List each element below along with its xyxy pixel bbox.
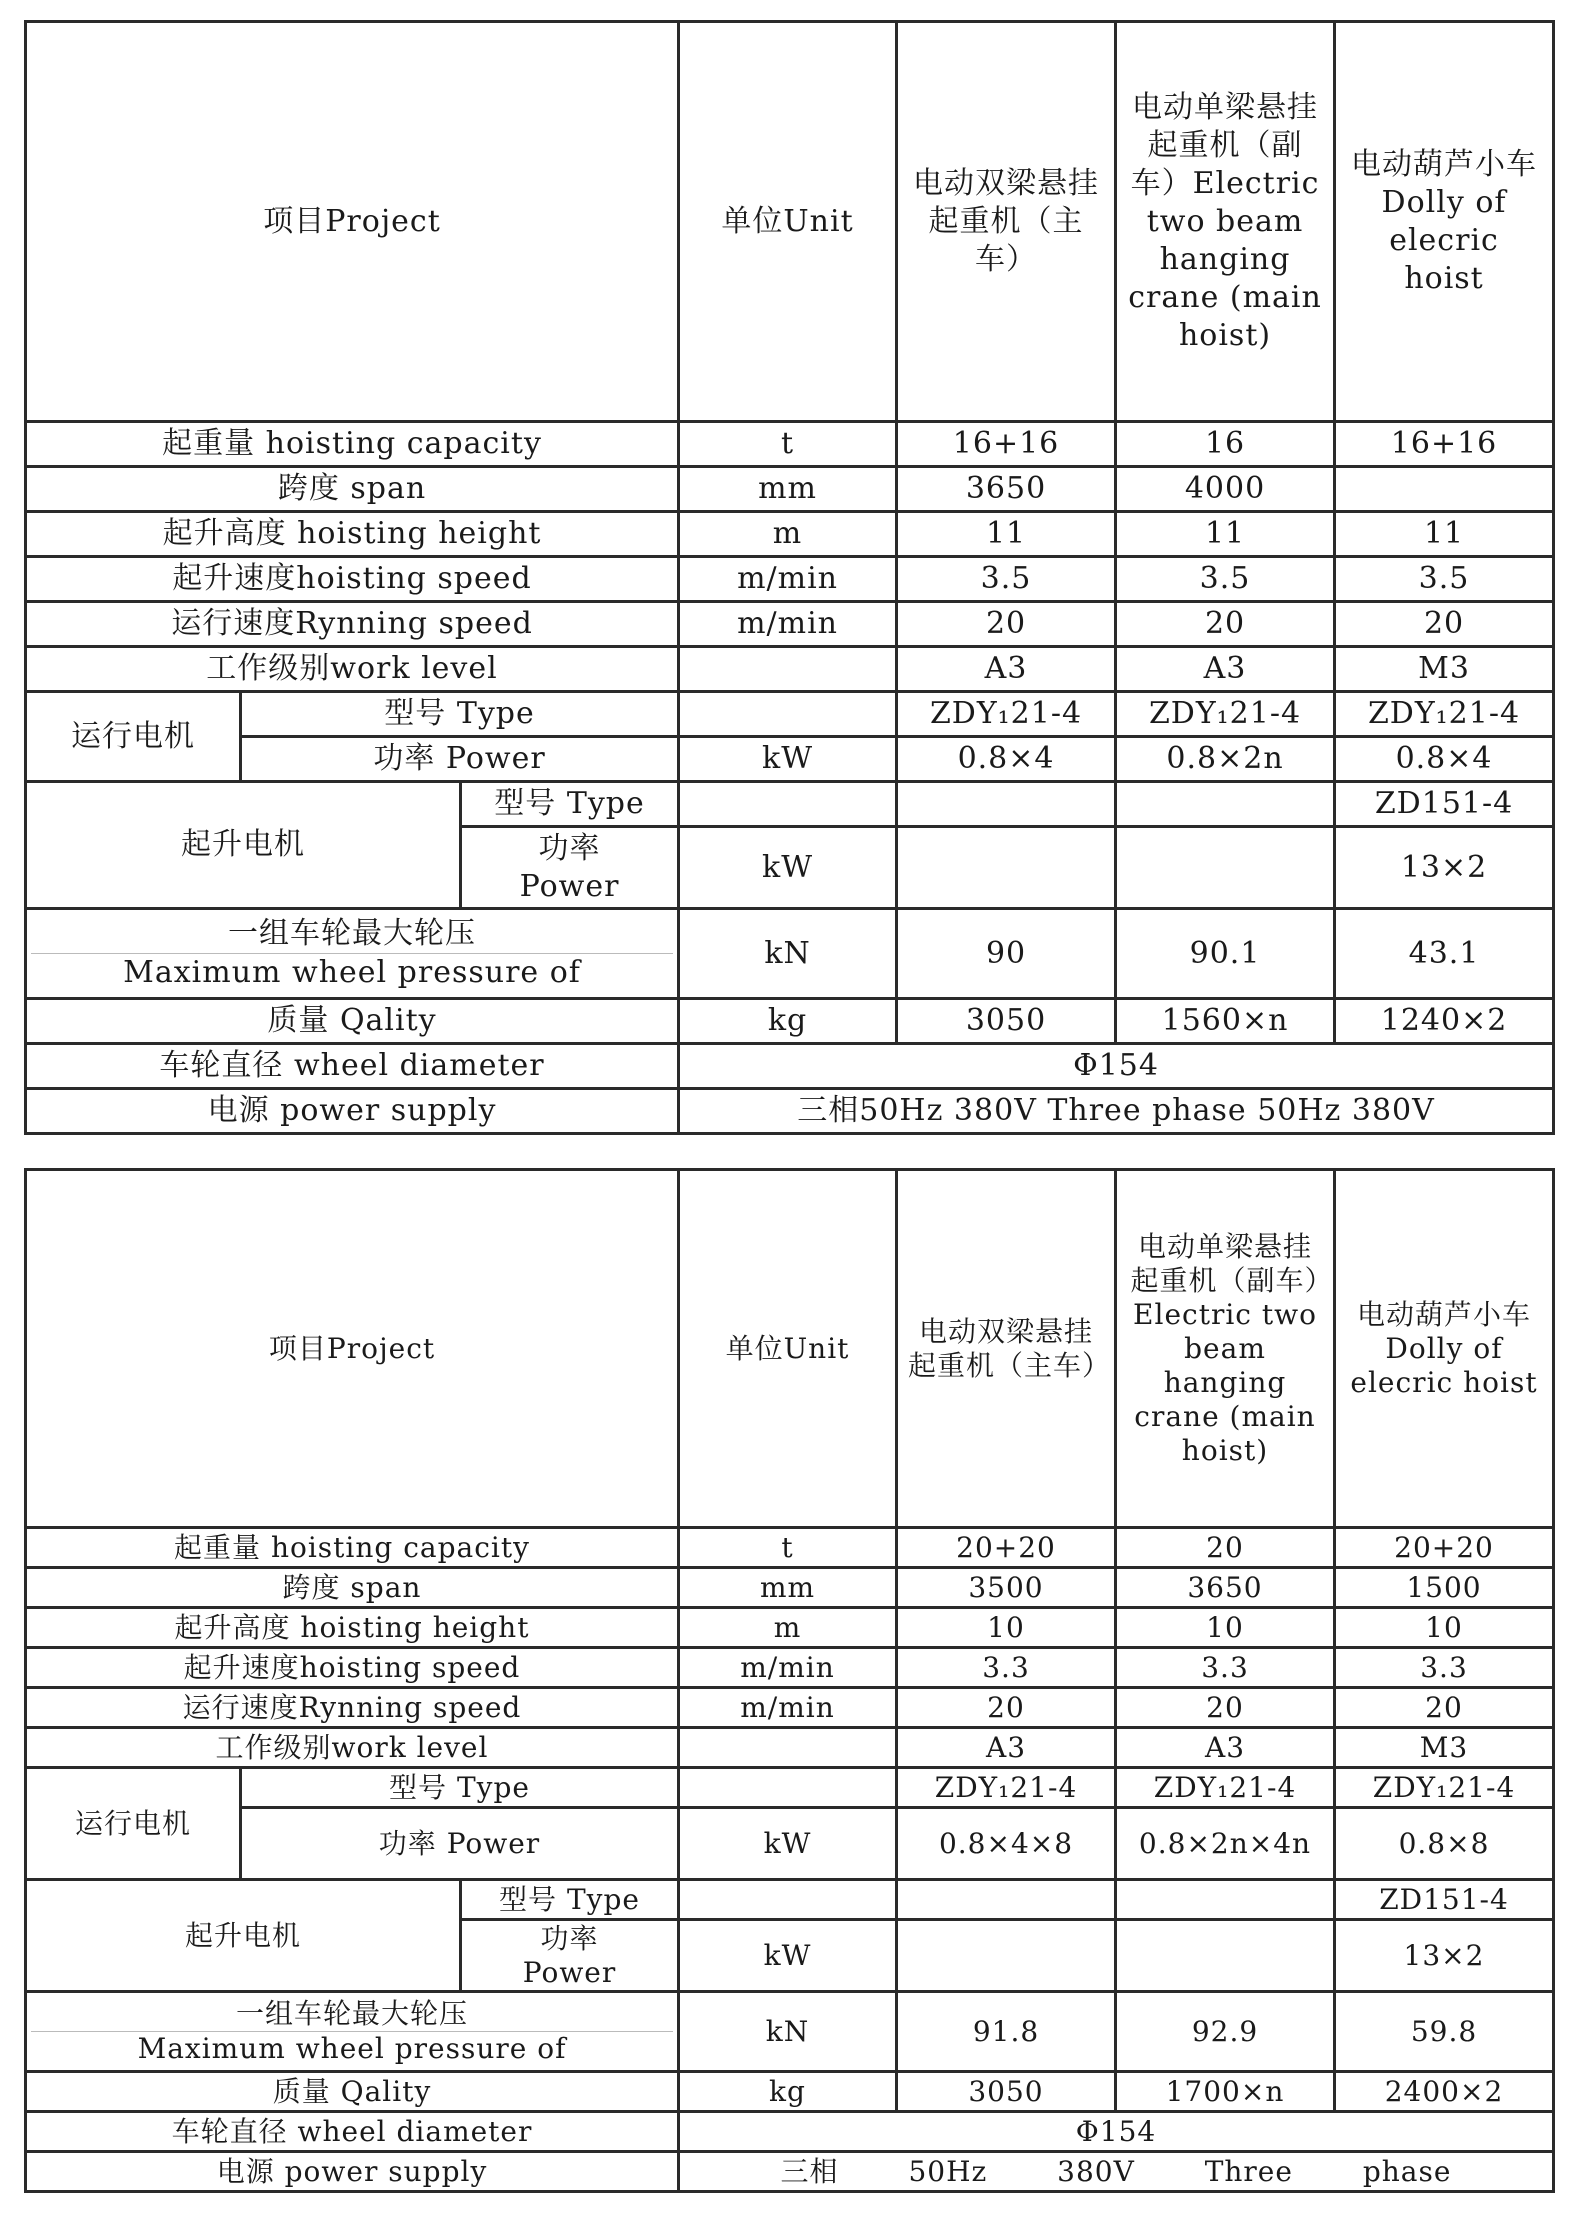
row-unit: m (679, 1608, 897, 1648)
cell-value: 1500 (1335, 1568, 1554, 1608)
row-hoist-motor-type (26, 782, 1554, 827)
row-unit: kW (679, 1920, 897, 1992)
cell-value: ZDY₁21-4 (897, 692, 1116, 737)
header-col-sub-crane: 电动单梁悬挂起重机（副车）Electric two beam hanging crane (main hoist) (1116, 1170, 1335, 1528)
row-label: 起重量 hoisting capacity (26, 422, 679, 467)
row-hoist-motor-type (26, 1880, 1554, 1920)
cell-value: 16+16 (1335, 422, 1554, 467)
cell-value: 20 (897, 1688, 1116, 1728)
cell-value: M3 (1335, 647, 1554, 692)
row-unit: kg (679, 999, 897, 1044)
cell-value: 90 (897, 909, 1116, 999)
cell-value: 3.3 (897, 1648, 1116, 1688)
row-wheel-pressure (26, 909, 1554, 999)
row-unit: t (679, 422, 897, 467)
run-motor-label: 运行电机 (26, 1768, 241, 1880)
row-label: 起升高度 hoisting height (26, 512, 679, 557)
row-unit: m/min (679, 1688, 897, 1728)
row-label: 功率 Power (461, 827, 679, 909)
cell-value: 3650 (897, 467, 1116, 512)
cell-value (897, 1920, 1116, 1992)
row-hoist-speed (26, 557, 1554, 602)
row-run-motor-type (26, 692, 1554, 737)
row-label: 跨度 span (26, 467, 679, 512)
row-hoist-speed (26, 1648, 1554, 1688)
row-capacity (26, 1528, 1554, 1568)
cell-value: 2400×2 (1335, 2072, 1554, 2112)
row-unit: m (679, 512, 897, 557)
row-label: 运行速度Rynning speed (26, 1688, 679, 1728)
cell-value: 11 (1335, 512, 1554, 557)
row-run-motor-type (26, 1768, 1554, 1808)
cell-value: 20 (1116, 1528, 1335, 1568)
row-unit: mm (679, 467, 897, 512)
row-work-level (26, 1728, 1554, 1768)
row-unit: mm (679, 1568, 897, 1608)
row-label: 型号 Type (241, 692, 679, 737)
cell-value: ZDY₁21-4 (1335, 1768, 1554, 1808)
row-label: 起升高度 hoisting height (26, 1608, 679, 1648)
row-power-supply (26, 2152, 1554, 2192)
row-label: 起升速度hoisting speed (26, 1648, 679, 1688)
row-run-speed (26, 602, 1554, 647)
cell-value (897, 782, 1116, 827)
row-label: 电源 power supply (26, 1089, 679, 1134)
cell-value: 20+20 (1335, 1528, 1554, 1568)
header-unit: 单位Unit (679, 1170, 897, 1528)
header-row (26, 1170, 1554, 1528)
row-label: 质量 Qality (26, 999, 679, 1044)
row-run-motor-power (26, 1808, 1554, 1880)
hoist-motor-label: 起升电机 (26, 1880, 461, 1992)
row-label-cn: 一组车轮最大轮压 (228, 916, 477, 951)
row-label: 质量 Qality (26, 2072, 679, 2112)
cell-value: A3 (1116, 1728, 1335, 1768)
cell-value: 0.8×4 (1335, 737, 1554, 782)
cell-value: 3050 (897, 999, 1116, 1044)
row-run-motor-power (26, 737, 1554, 782)
header-unit: 单位Unit (679, 22, 897, 422)
cell-value: M3 (1335, 1728, 1554, 1768)
cell-value: A3 (897, 647, 1116, 692)
cell-value: A3 (1116, 647, 1335, 692)
row-label: 功率 Power (241, 1808, 679, 1880)
cell-value: 3.5 (1335, 557, 1554, 602)
spec-table-2 (24, 1168, 1555, 2193)
cell-value: 13×2 (1335, 1920, 1554, 1992)
cell-value (897, 1880, 1116, 1920)
cell-value: 0.8×2n×4n (1116, 1808, 1335, 1880)
cell-value: ZDY₁21-4 (897, 1768, 1116, 1808)
row-label: 型号 Type (461, 1880, 679, 1920)
cell-value: 1240×2 (1335, 999, 1554, 1044)
cell-value-merged: 三相 50Hz 380V Three phase (679, 2152, 1554, 2192)
wheel-pressure-label (26, 909, 679, 999)
row-mass (26, 999, 1554, 1044)
wheel-pressure-label (26, 1992, 679, 2072)
row-work-level (26, 647, 1554, 692)
row-mass (26, 2072, 1554, 2112)
cell-value: 16+16 (897, 422, 1116, 467)
row-label: 车轮直径 wheel diameter (26, 1044, 679, 1089)
cell-value: 20 (1335, 602, 1554, 647)
cell-value: 16 (1116, 422, 1335, 467)
cell-value: 11 (1116, 512, 1335, 557)
row-unit: m/min (679, 557, 897, 602)
cell-value: 3050 (897, 2072, 1116, 2112)
cell-value: 4000 (1116, 467, 1335, 512)
row-unit: kg (679, 2072, 897, 2112)
row-label: 跨度 span (26, 1568, 679, 1608)
row-label: 型号 Type (241, 1768, 679, 1808)
cell-value: ZDY₁21-4 (1116, 1768, 1335, 1808)
cell-value: 1560×n (1116, 999, 1335, 1044)
row-label-en: Maximum wheel pressure of (31, 2031, 673, 2066)
cell-value: 20+20 (897, 1528, 1116, 1568)
cell-value: 0.8×8 (1335, 1808, 1554, 1880)
cell-value-merged: 三相50Hz 380V Three phase 50Hz 380V (679, 1089, 1554, 1134)
row-label: 车轮直径 wheel diameter (26, 2112, 679, 2152)
row-label: 功率 Power (241, 737, 679, 782)
cell-value: 1700×n (1116, 2072, 1335, 2112)
row-unit (679, 692, 897, 737)
header-col-dolly: 电动葫芦小车Dolly of elecric hoist (1335, 22, 1554, 422)
cell-value: 10 (1116, 1608, 1335, 1648)
spec-table-1 (24, 20, 1555, 1135)
cell-value-merged: Φ154 (679, 1044, 1554, 1089)
cell-value (1116, 782, 1335, 827)
run-motor-label: 运行电机 (26, 692, 241, 782)
cell-value (1116, 1880, 1335, 1920)
cell-value: 0.8×4 (897, 737, 1116, 782)
row-power-supply (26, 1089, 1554, 1134)
cell-value: ZD151-4 (1335, 1880, 1554, 1920)
row-capacity (26, 422, 1554, 467)
cell-value: 91.8 (897, 1992, 1116, 2072)
cell-value (897, 827, 1116, 909)
cell-value: 0.8×4×8 (897, 1808, 1116, 1880)
row-label-cn: 一组车轮最大轮压 (235, 1997, 468, 2030)
row-unit: kW (679, 737, 897, 782)
cell-value: 43.1 (1335, 909, 1554, 999)
row-label: 起重量 hoisting capacity (26, 1528, 679, 1568)
cell-value: 10 (1335, 1608, 1554, 1648)
cell-value: 92.9 (1116, 1992, 1335, 2072)
cell-value (1335, 467, 1554, 512)
cell-value: 90.1 (1116, 909, 1335, 999)
cell-value: ZDY₁21-4 (1335, 692, 1554, 737)
row-wheel-diameter (26, 2112, 1554, 2152)
cell-value: 3.5 (897, 557, 1116, 602)
row-unit: kW (679, 827, 897, 909)
row-unit: m/min (679, 1648, 897, 1688)
cell-value: 20 (897, 602, 1116, 647)
cell-value: 20 (1116, 1688, 1335, 1728)
row-unit (679, 1768, 897, 1808)
cell-value: ZD151-4 (1335, 782, 1554, 827)
cell-value: 11 (897, 512, 1116, 557)
cell-value: 3.3 (1116, 1648, 1335, 1688)
row-unit (679, 782, 897, 827)
header-col-sub-crane: 电动单梁悬挂起重机（副车）Electric two beam hanging crane (main hoist) (1116, 22, 1335, 422)
hoist-motor-label: 起升电机 (26, 782, 461, 909)
header-col-dolly: 电动葫芦小车Dolly of elecric hoist (1335, 1170, 1554, 1528)
cell-value: 20 (1116, 602, 1335, 647)
cell-value: 3.3 (1335, 1648, 1554, 1688)
header-project: 项目Project (26, 22, 679, 422)
cell-value: 10 (897, 1608, 1116, 1648)
header-project: 项目Project (26, 1170, 679, 1528)
row-span (26, 467, 1554, 512)
row-label: 型号 Type (461, 782, 679, 827)
row-height (26, 512, 1554, 557)
cell-value: 20 (1335, 1688, 1554, 1728)
cell-value: 3.5 (1116, 557, 1335, 602)
row-run-speed (26, 1688, 1554, 1728)
row-unit (679, 647, 897, 692)
row-unit: kN (679, 909, 897, 999)
cell-value: A3 (897, 1728, 1116, 1768)
cell-value: 3650 (1116, 1568, 1335, 1608)
cell-value: 13×2 (1335, 827, 1554, 909)
header-row (26, 22, 1554, 422)
row-wheel-pressure (26, 1992, 1554, 2072)
row-label: 起升速度hoisting speed (26, 557, 679, 602)
header-col-main-crane: 电动双梁悬挂起重机（主车） (897, 22, 1116, 422)
cell-value: ZDY₁21-4 (1116, 692, 1335, 737)
cell-value: 0.8×2n (1116, 737, 1335, 782)
row-label: 工作级别work level (26, 1728, 679, 1768)
row-unit (679, 1880, 897, 1920)
cell-value: 3500 (897, 1568, 1116, 1608)
row-label: 电源 power supply (26, 2152, 679, 2192)
row-unit (679, 1728, 897, 1768)
row-label: 工作级别work level (26, 647, 679, 692)
row-unit: kN (679, 1992, 897, 2072)
header-col-main-crane: 电动双梁悬挂起重机（主车） (897, 1170, 1116, 1528)
cell-value (1116, 827, 1335, 909)
row-unit: kW (679, 1808, 897, 1880)
cell-value (1116, 1920, 1335, 1992)
row-height (26, 1608, 1554, 1648)
row-label: 运行速度Rynning speed (26, 602, 679, 647)
row-wheel-diameter (26, 1044, 1554, 1089)
cell-value-merged: Φ154 (679, 2112, 1554, 2152)
cell-value: 59.8 (1335, 1992, 1554, 2072)
row-unit: t (679, 1528, 897, 1568)
row-label: 功率 Power (461, 1920, 679, 1992)
row-unit: m/min (679, 602, 897, 647)
row-span (26, 1568, 1554, 1608)
row-label-en: Maximum wheel pressure of (31, 953, 673, 992)
